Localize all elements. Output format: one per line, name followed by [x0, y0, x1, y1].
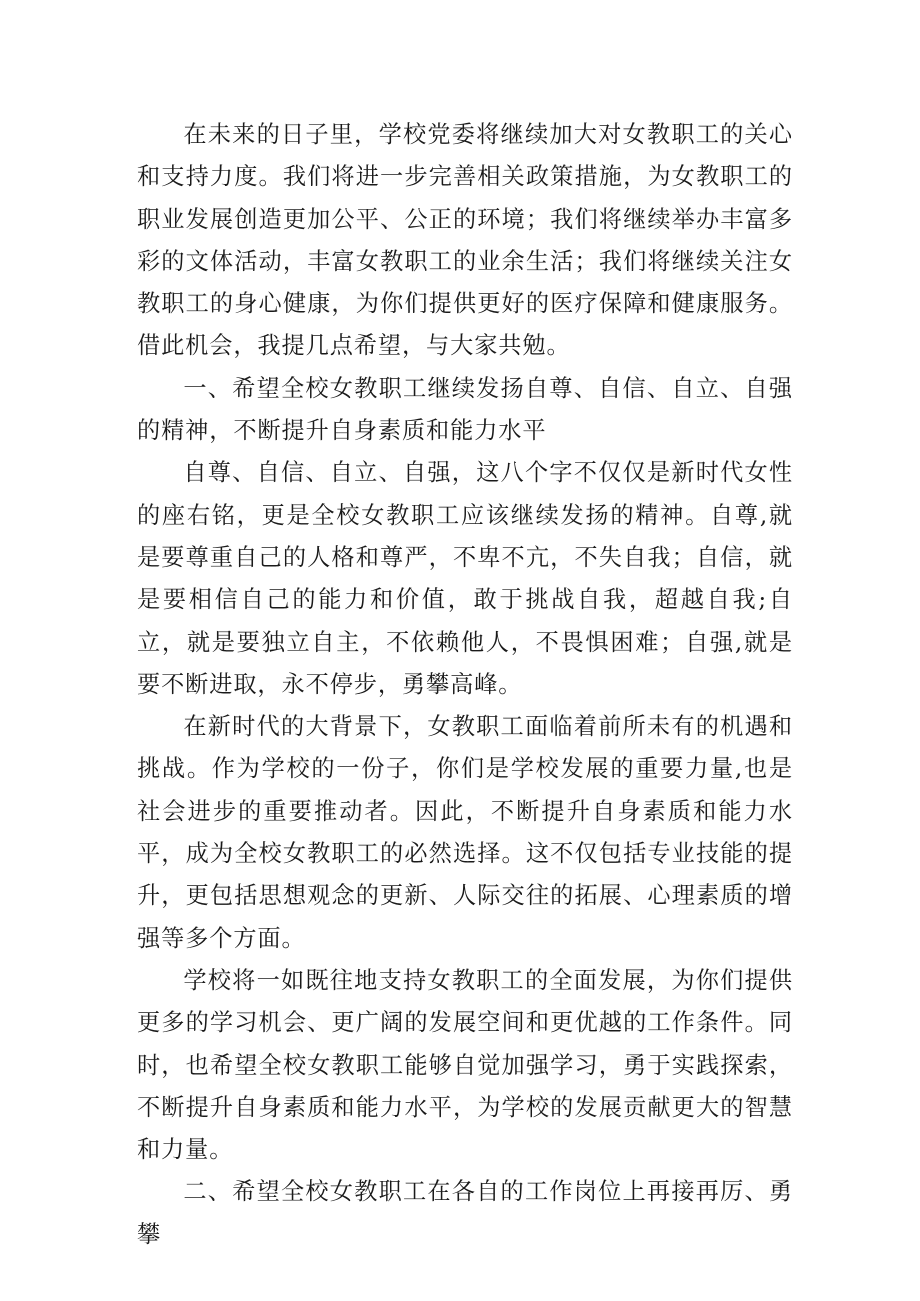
- paragraph-closing-commitment: 在未来的日子里，学校党委将继续加大对女教职工的关心和支持力度。我们将进一步完善相关政策措施，为女教职工的职业发展创造更加公平、公正的环境；我们将继续举办丰富多彩的文体活动，丰富女教职工的业余生活；我们将继续关注女教职工的身心健康，为你们提供更好的医疗保障和健康服务。借此机会，我提几点希望，与大家共勉。: [137, 121, 793, 360]
- section-heading-two: 二、希望全校女教职工在各自的工作岗位上再接再厉、勇攀: [137, 1178, 793, 1248]
- paragraph-self-respect: 自尊、自信、自立、自强，这八个字不仅仅是新时代女性的座右铭，更是全校女教职工应该继续发扬的精神。自尊,就是要尊重自己的人格和尊严，不卑不亢，不失自我；自信，就是要相信自己的能力和价值，敢于挑战自我，超越自我;自立，就是要独立自主，不依赖他人，不畏惧困难；自强,就是要不断进取，永不停步，勇攀高峰。: [137, 459, 793, 698]
- paragraph-school-support: 学校将一如既往地支持女教职工的全面发展，为你们提供更多的学习机会、更广阔的发展空间和更优越的工作条件。同时，也希望全校女教职工能够自觉加强学习，勇于实践探索，不断提升自身素质和能力水平，为学校的发展贡献更大的智慧和力量。: [137, 966, 793, 1164]
- section-heading-one: 一、希望全校女教职工继续发扬自尊、自信、自立、自强的精神，不断提升自身素质和能力水平: [137, 374, 793, 445]
- document-body: [137, 114, 793, 1256]
- paragraph-new-era: 在新时代的大背景下，女教职工面临着前所未有的机遇和挑战。作为学校的一份子，你们是学校发展的重要力量,也是社会进步的重要推动者。因此，不断提升自身素质和能力水平，成为全校女教职工的必然选择。这不仅包括专业技能的提升，更包括思想观念的更新、人际交往的拓展、心理素质的增强等多个方面。: [137, 713, 793, 952]
